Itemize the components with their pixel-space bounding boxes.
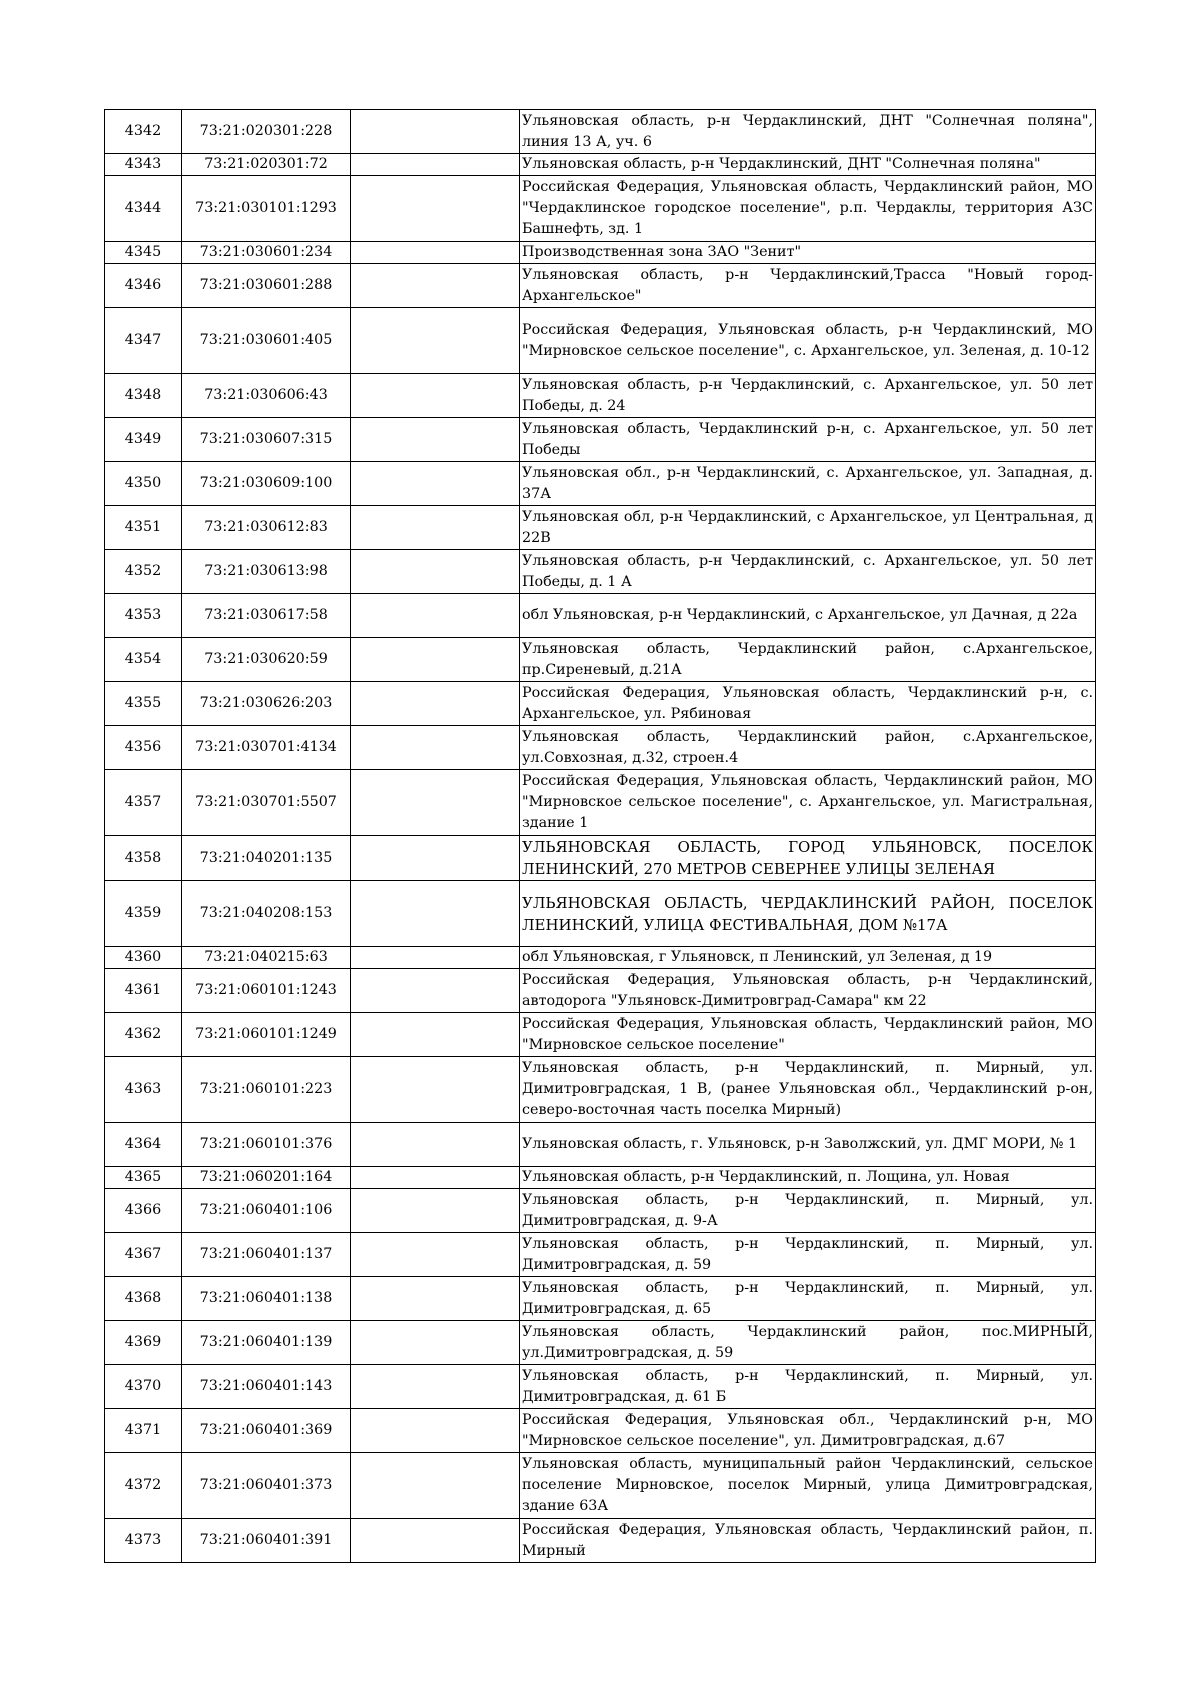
table-row	[105, 770, 1096, 836]
empty-cell	[351, 1013, 520, 1057]
cadastral-number-cell: 73:21:030626:203	[182, 682, 351, 726]
table-row	[105, 1365, 1096, 1409]
table-row	[105, 881, 1096, 947]
table-row	[105, 1453, 1096, 1519]
address-cell: Ульяновская область, Чердаклинский район, с.Архангельское, пр.Сиреневый, д.21А	[520, 638, 1096, 682]
empty-cell	[351, 881, 520, 947]
empty-cell	[351, 1167, 520, 1189]
row-number-cell: 4353	[105, 594, 182, 638]
address-cell: Ульяновская обл, р-н Чердаклинский, с Архангельское, ул Центральная, д 22В	[520, 506, 1096, 550]
empty-cell	[351, 969, 520, 1013]
table-row	[105, 1013, 1096, 1057]
address-cell: Ульяновская область, Чердаклинский р-н, с. Архангельское, ул. 50 лет Победы	[520, 418, 1096, 462]
empty-cell	[351, 154, 520, 176]
address-cell: обл Ульяновская, г Ульяновск, п Ленинский, ул Зеленая, д 19	[520, 947, 1096, 969]
cadastral-number-cell: 73:21:060401:139	[182, 1321, 351, 1365]
address-cell: Ульяновская область, р-н Чердаклинский, п. Мирный, ул. Димитровградская, д. 65	[520, 1277, 1096, 1321]
empty-cell	[351, 462, 520, 506]
address-cell: Российская Федерация, Ульяновская область, р-н Чердаклинский, автодорога "Ульяновск-Димитровград-Самара" км 22	[520, 969, 1096, 1013]
address-cell: Ульяновская область, г. Ульяновск, р-н Заволжский, ул. ДМГ МОРИ, № 1	[520, 1123, 1096, 1167]
empty-cell	[351, 1057, 520, 1123]
cadastral-number-cell: 73:21:030601:405	[182, 308, 351, 374]
table-row	[105, 1233, 1096, 1277]
table-row	[105, 682, 1096, 726]
address-cell: Ульяновская область, р-н Чердаклинский, п. Мирный, ул. Димитровградская, д. 59	[520, 1233, 1096, 1277]
cadastral-number-cell: 73:21:030101:1293	[182, 176, 351, 242]
row-number-cell: 4364	[105, 1123, 182, 1167]
cadastral-number-cell: 73:21:020301:228	[182, 110, 351, 154]
table-row	[105, 638, 1096, 682]
empty-cell	[351, 418, 520, 462]
table-row	[105, 1321, 1096, 1365]
row-number-cell: 4359	[105, 881, 182, 947]
cadastral-number-cell: 73:21:030601:288	[182, 264, 351, 308]
cadastral-number-cell: 73:21:060401:138	[182, 1277, 351, 1321]
address-cell: Ульяновская область, р-н Чердаклинский, п. Мирный, ул. Димитровградская, 1 В, (ранее Ульяновская обл., Чердаклинский р-он, северо-восточная часть поселка Мирный)	[520, 1057, 1096, 1123]
cadastral-number-cell: 73:21:060401:137	[182, 1233, 351, 1277]
address-cell: Ульяновская область, р-н Чердаклинский, ДНТ "Солнечная поляна"	[520, 154, 1096, 176]
empty-cell	[351, 506, 520, 550]
table-row	[105, 418, 1096, 462]
cadastral-number-cell: 73:21:060101:376	[182, 1123, 351, 1167]
table-row	[105, 308, 1096, 374]
row-number-cell: 4348	[105, 374, 182, 418]
row-number-cell: 4361	[105, 969, 182, 1013]
cadastral-number-cell: 73:21:060401:143	[182, 1365, 351, 1409]
table-row	[105, 1409, 1096, 1453]
address-cell: Ульяновская область, р-н Чердаклинский, п. Мирный, ул. Димитровградская, д. 61 Б	[520, 1365, 1096, 1409]
empty-cell	[351, 374, 520, 418]
empty-cell	[351, 947, 520, 969]
cadastral-number-cell: 73:21:030607:315	[182, 418, 351, 462]
table-row	[105, 374, 1096, 418]
cadastral-number-cell: 73:21:060401:106	[182, 1189, 351, 1233]
address-cell: обл Ульяновская, р-н Чердаклинский, с Архангельское, ул Дачная, д 22а	[520, 594, 1096, 638]
cadastral-number-cell: 73:21:030620:59	[182, 638, 351, 682]
table-row	[105, 836, 1096, 881]
table-row	[105, 154, 1096, 176]
address-cell: Ульяновская область, р-н Чердаклинский, п. Мирный, ул. Димитровградская, д. 9-А	[520, 1189, 1096, 1233]
row-number-cell: 4343	[105, 154, 182, 176]
row-number-cell: 4371	[105, 1409, 182, 1453]
row-number-cell: 4350	[105, 462, 182, 506]
table-row	[105, 1123, 1096, 1167]
empty-cell	[351, 1321, 520, 1365]
cadastral-number-cell: 73:21:060101:1243	[182, 969, 351, 1013]
row-number-cell: 4342	[105, 110, 182, 154]
table-row	[105, 176, 1096, 242]
empty-cell	[351, 726, 520, 770]
cadastral-number-cell: 73:21:060101:223	[182, 1057, 351, 1123]
address-cell: Российская Федерация, Ульяновская область, Чердаклинский район, МО "Мирновское сельское поселение", с. Архангельское, ул. Магистральная, здание 1	[520, 770, 1096, 836]
cadastral-number-cell: 73:21:030606:43	[182, 374, 351, 418]
row-number-cell: 4351	[105, 506, 182, 550]
empty-cell	[351, 308, 520, 374]
address-cell: Российская Федерация, Ульяновская область, Чердаклинский р-н, с. Архангельское, ул. Рябиновая	[520, 682, 1096, 726]
cadastral-number-cell: 73:21:060201:164	[182, 1167, 351, 1189]
row-number-cell: 4354	[105, 638, 182, 682]
cadastral-number-cell: 73:21:040201:135	[182, 836, 351, 881]
empty-cell	[351, 264, 520, 308]
cadastral-number-cell: 73:21:020301:72	[182, 154, 351, 176]
empty-cell	[351, 1233, 520, 1277]
address-cell: УЛЬЯНОВСКАЯ ОБЛАСТЬ, ЧЕРДАКЛИНСКИЙ РАЙОН, ПОСЕЛОК ЛЕНИНСКИЙ, УЛИЦА ФЕСТИВАЛЬНАЯ, ДОМ №17А	[520, 881, 1096, 947]
address-cell: Ульяновская область, р-н Чердаклинский,Трасса "Новый город-Архангельское"	[520, 264, 1096, 308]
empty-cell	[351, 1189, 520, 1233]
cadastral-number-cell: 73:21:040215:63	[182, 947, 351, 969]
table-row	[105, 947, 1096, 969]
cadastral-number-cell: 73:21:060401:373	[182, 1453, 351, 1519]
address-cell: Российская Федерация, Ульяновская область, Чердаклинский район, МО "Мирновское сельское поселение"	[520, 1013, 1096, 1057]
empty-cell	[351, 110, 520, 154]
cadastral-number-cell: 73:21:030613:98	[182, 550, 351, 594]
row-number-cell: 4356	[105, 726, 182, 770]
empty-cell	[351, 1365, 520, 1409]
table-row	[105, 1057, 1096, 1123]
address-cell: Ульяновская область, р-н Чердаклинский, с. Архангельское, ул. 50 лет Победы, д. 1 А	[520, 550, 1096, 594]
table-body	[105, 110, 1096, 1563]
row-number-cell: 4368	[105, 1277, 182, 1321]
address-cell: Российская Федерация, Ульяновская область, Чердаклинский район, МО "Чердаклинское городское поселение", р.п. Чердаклы, территория АЗС Башнефть, зд. 1	[520, 176, 1096, 242]
row-number-cell: 4362	[105, 1013, 182, 1057]
empty-cell	[351, 836, 520, 881]
table-row	[105, 110, 1096, 154]
row-number-cell: 4366	[105, 1189, 182, 1233]
row-number-cell: 4349	[105, 418, 182, 462]
address-cell: Ульяновская область, Чердаклинский район, с.Архангельское, ул.Совхозная, д.32, строен.4	[520, 726, 1096, 770]
cadastral-number-cell: 73:21:030609:100	[182, 462, 351, 506]
table-row	[105, 264, 1096, 308]
empty-cell	[351, 1453, 520, 1519]
row-number-cell: 4355	[105, 682, 182, 726]
row-number-cell: 4367	[105, 1233, 182, 1277]
table-row	[105, 969, 1096, 1013]
cadastral-number-cell: 73:21:060401:391	[182, 1519, 351, 1563]
cadastral-number-cell: 73:21:030701:4134	[182, 726, 351, 770]
address-cell: Ульяновская область, р-н Чердаклинский, с. Архангельское, ул. 50 лет Победы, д. 24	[520, 374, 1096, 418]
row-number-cell: 4370	[105, 1365, 182, 1409]
cadastral-number-cell: 73:21:040208:153	[182, 881, 351, 947]
table-row	[105, 462, 1096, 506]
cadastral-number-cell: 73:21:030617:58	[182, 594, 351, 638]
address-cell: Ульяновская обл., р-н Чердаклинский, с. Архангельское, ул. Западная, д. 37А	[520, 462, 1096, 506]
address-cell: Производственная зона ЗАО "Зенит"	[520, 242, 1096, 264]
empty-cell	[351, 1277, 520, 1321]
table-row	[105, 1189, 1096, 1233]
empty-cell	[351, 1409, 520, 1453]
empty-cell	[351, 1519, 520, 1563]
address-cell: Ульяновская область, муниципальный район Чердаклинский, сельское поселение Мирновское, поселок Мирный, улица Димитровградская, здание 63А	[520, 1453, 1096, 1519]
empty-cell	[351, 682, 520, 726]
cadastral-number-cell: 73:21:060101:1249	[182, 1013, 351, 1057]
table-row	[105, 506, 1096, 550]
row-number-cell: 4365	[105, 1167, 182, 1189]
address-cell: УЛЬЯНОВСКАЯ ОБЛАСТЬ, ГОРОД УЛЬЯНОВСК, ПОСЕЛОК ЛЕНИНСКИЙ, 270 МЕТРОВ СЕВЕРНЕЕ УЛИЦЫ ЗЕЛЕНАЯ	[520, 836, 1096, 881]
table-row	[105, 1167, 1096, 1189]
row-number-cell: 4358	[105, 836, 182, 881]
address-cell: Ульяновская область, р-н Чердаклинский, ДНТ "Солнечная поляна", линия 13 А, уч. 6	[520, 110, 1096, 154]
cadastral-number-cell: 73:21:030612:83	[182, 506, 351, 550]
table-row	[105, 550, 1096, 594]
empty-cell	[351, 242, 520, 264]
empty-cell	[351, 1123, 520, 1167]
row-number-cell: 4347	[105, 308, 182, 374]
empty-cell	[351, 594, 520, 638]
row-number-cell: 4360	[105, 947, 182, 969]
table-row	[105, 594, 1096, 638]
row-number-cell: 4357	[105, 770, 182, 836]
row-number-cell: 4344	[105, 176, 182, 242]
table-row	[105, 726, 1096, 770]
row-number-cell: 4363	[105, 1057, 182, 1123]
empty-cell	[351, 176, 520, 242]
row-number-cell: 4345	[105, 242, 182, 264]
row-number-cell: 4372	[105, 1453, 182, 1519]
empty-cell	[351, 770, 520, 836]
empty-cell	[351, 638, 520, 682]
cadastral-table	[104, 109, 1096, 1563]
address-cell: Российская Федерация, Ульяновская область, Чердаклинский район, п. Мирный	[520, 1519, 1096, 1563]
table-row	[105, 1519, 1096, 1563]
cadastral-number-cell: 73:21:030601:234	[182, 242, 351, 264]
table-row	[105, 1277, 1096, 1321]
cadastral-number-cell: 73:21:060401:369	[182, 1409, 351, 1453]
cadastral-number-cell: 73:21:030701:5507	[182, 770, 351, 836]
address-cell: Ульяновская область, Чердаклинский район, пос.МИРНЫЙ, ул.Димитровградская, д. 59	[520, 1321, 1096, 1365]
row-number-cell: 4373	[105, 1519, 182, 1563]
table-row	[105, 242, 1096, 264]
row-number-cell: 4346	[105, 264, 182, 308]
address-cell: Российская Федерация, Ульяновская обл., Чердаклинский р-н, МО "Мирновское сельское поселение", ул. Димитровградская, д.67	[520, 1409, 1096, 1453]
address-cell: Ульяновская область, р-н Чердаклинский, п. Лощина, ул. Новая	[520, 1167, 1096, 1189]
address-cell: Российская Федерация, Ульяновская область, р-н Чердаклинский, МО "Мирновское сельское поселение", с. Архангельское, ул. Зеленая, д. 10-12	[520, 308, 1096, 374]
row-number-cell: 4369	[105, 1321, 182, 1365]
empty-cell	[351, 550, 520, 594]
row-number-cell: 4352	[105, 550, 182, 594]
